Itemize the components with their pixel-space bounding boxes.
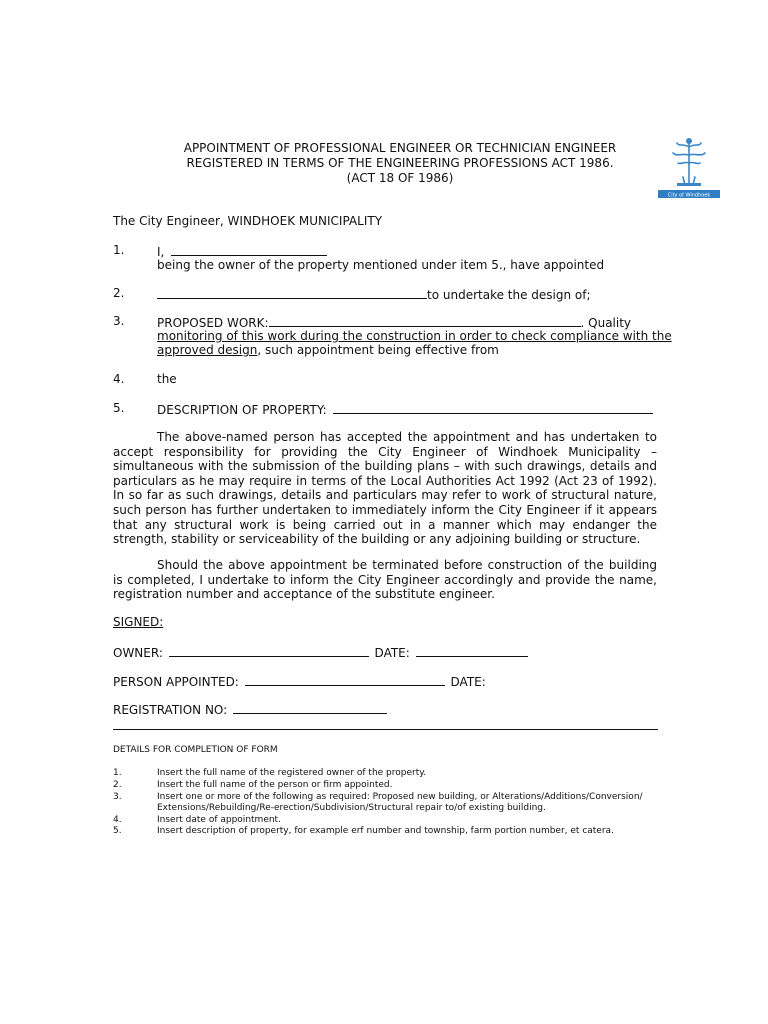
title-line-1: APPOINTMENT OF PROFESSIONAL ENGINEER OR TECHNICIAN ENGINEER: [183, 141, 617, 155]
note-number: 4.: [113, 815, 122, 825]
item-3-rest: , such appointment being effective from: [257, 343, 499, 357]
note-text: Insert one or more of the following as required: Proposed new building, or Alterations/Additions/Conversion/: [157, 792, 643, 802]
item-3-text-2: monitoring of this work during the construction in order to check compliance with the: [157, 329, 672, 343]
signed-heading: SIGNED:: [113, 615, 164, 629]
undertaking-paragraph: [113, 430, 657, 547]
note-number: 3.: [113, 792, 122, 802]
item-3-prefix: PROPOSED WORK:: [157, 316, 269, 330]
note-number: 1.: [113, 768, 122, 778]
form-title: [130, 141, 670, 186]
property-description-blank: [333, 401, 653, 414]
title-line-2: REGISTERED IN TERMS OF THE ENGINEERING PROFESSIONS ACT 1986.: [186, 156, 614, 170]
note-text: Insert description of property, for example erf number and township, farm portion number, et catera.: [157, 826, 614, 836]
person-appointed-date-label: DATE:: [450, 675, 486, 689]
item-4-text: the: [157, 372, 177, 386]
registration-label: REGISTRATION NO:: [113, 703, 228, 717]
person-appointed-row: [113, 673, 486, 690]
item-2-number: 2.: [113, 286, 125, 300]
city-logo: [657, 133, 721, 199]
owner-name-blank: [171, 243, 327, 256]
item-4-number: 4.: [113, 372, 125, 386]
note-number: 5.: [113, 826, 122, 836]
item-5-label: DESCRIPTION OF PROPERTY:: [157, 403, 327, 417]
city-logo-icon: [657, 133, 721, 199]
owner-signature-blank: [169, 644, 369, 657]
person-appointed-label: PERSON APPOINTED:: [113, 675, 239, 689]
note-text: Insert the full name of the registered owner of the property.: [157, 768, 427, 778]
note-number: 2.: [113, 780, 122, 790]
note-text: Insert date of appointment.: [157, 815, 281, 825]
item-1-prefix: I,: [157, 245, 165, 259]
item-1-text: being the owner of the property mentioned under item 5., have appointed: [157, 258, 605, 272]
registration-row: [113, 701, 387, 718]
section-divider: [113, 729, 658, 730]
owner-date-label: DATE:: [374, 646, 410, 660]
details-heading: DETAILS FOR COMPLETION OF FORM: [113, 745, 278, 755]
item-1-number: 1.: [113, 243, 125, 257]
owner-label: OWNER:: [113, 646, 163, 660]
item-2-text: to undertake the design of;: [427, 288, 591, 302]
owner-signature-row: [113, 644, 528, 661]
owner-date-blank: [416, 644, 528, 657]
paragraph-2-text: Should the above appointment be terminated before construction of the building is completed, I undertake to inform the City Engineer accordingly and provide the name, registration number and acceptance of the substitute engineer.: [113, 558, 657, 602]
item-5-number: 5.: [113, 401, 125, 415]
item-3-underlined: approved design: [157, 343, 258, 357]
item-5-line: [157, 401, 653, 418]
title-line-3: (ACT 18 OF 1986): [346, 171, 454, 185]
paragraph-1-text: The above-named person has accepted the appointment and has undertaken to accept responsibility for providing the City Engineer of Windhoek Municipality – simultaneous with the submission of the building plans – with such drawings, details and particulars as he may require in terms of the Local Authorities Act 1992 (Act 23 of 1992). In so far as such drawings, details and particulars may refer to work of structural nature, such person has further undertaken to immediately inform the City Engineer if it appears that any structural work is being carried out in a manner which may endanger the strength, stability or serviceability of the building or any adjoining building or structure.: [113, 430, 657, 547]
item-2-line: [157, 286, 591, 303]
addressee: The City Engineer, WINDHOEK MUNICIPALITY: [113, 214, 383, 228]
logo-caption: City of Windhoek: [667, 192, 711, 199]
item-3-text-3: [157, 343, 499, 358]
termination-paragraph: [113, 558, 657, 602]
item-3-quality: . Quality: [580, 316, 632, 330]
appointee-blank: [157, 286, 427, 299]
person-appointed-blank: [245, 673, 445, 686]
note-3-continued: Extensions/Rebuilding/Re-erection/Subdivision/Structural repair to/of existing building.: [157, 803, 546, 813]
note-text: Insert the full name of the person or firm appointed.: [157, 780, 393, 790]
proposed-work-blank: [269, 314, 581, 327]
registration-number-blank: [233, 701, 387, 714]
item-3-number: 3.: [113, 314, 125, 328]
